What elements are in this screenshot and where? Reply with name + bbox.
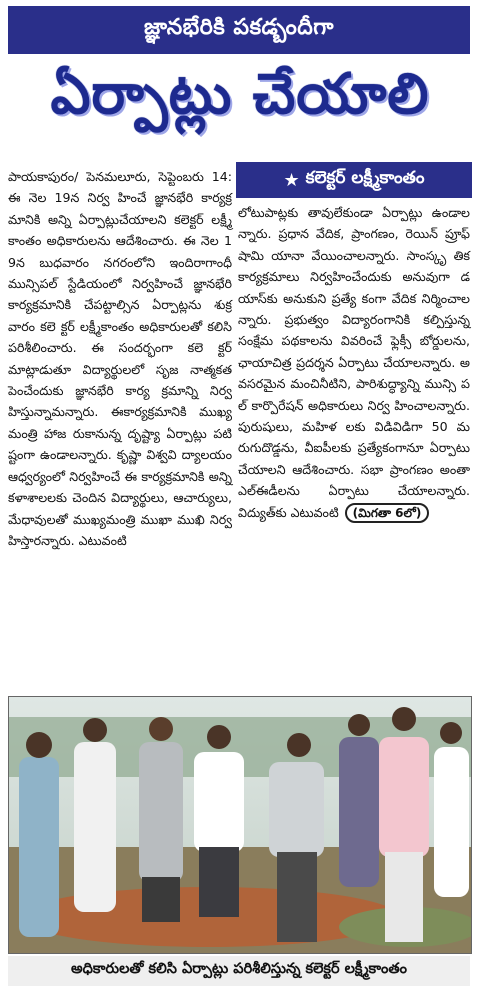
article-text-right — [238, 202, 470, 523]
kicker-text: జ్ఞానభేరికి పకడ్బందీగా — [143, 15, 335, 40]
article-text-right-body: లోటుపాట్లకు తావులేకుండా ఏర్పాట్లు ఉండాలన్నారు. ప్రధాన వేదిక, ప్రాంగణం, రెయిన్ ప్రూఫ్ షామి యానా వేయించాలన్నారు. సాంస్కృ తిక కార్యక్రమాలు నిర్వహించేందుకు అనువుగా డయాస్‌కు అనుకుని ప్రత్యే కంగా వేదిక నిర్మించాలన్నారు. ప్రభుత్వం విద్యారంగానికి కల్పిస్తున్న సంక్షేమ పథకాలను వివరించే ఫ్లెక్సీ బోర్డులను, ఛాయాచిత్ర ప్రదర్శన ఏర్పాటు చేయాలన్నారు. అవసరమైన మంచినీటిని, పారిశుద్ధ్యాన్ని మున్సి పల్ కార్పొరేషన్ అధికారులు నిర్వ హించాలన్నారు. పురుషులు, మహిళ లకు విడివిడిగా 50 మరుగుదొడ్డను, వీఐపీలకు ప్రత్యేకంగానూ ఏర్పాటు చేయాలని ఆదేశించారు. సభా ప్రాంగణం అంతా ఎల్ఈడీలను ఏర్పాటు చేయాలన్నారు. విద్యుత్‌కు ఎటువంటి — [238, 205, 470, 520]
photo-caption — [8, 956, 470, 986]
headline: ఏర్పాట్లు చేయాలి — [50, 61, 430, 127]
byline-banner — [236, 162, 472, 198]
article-text-left: పాయకాపురం/ పెనమలూరు, సెప్టెంబరు 14: ఈ నెల 19న నిర్వ హించే జ్ఞానభేరి కార్యక్రమానికి అన్ని ఏర్పాట్లుచేయాలని కలెక్టర్ లక్ష్మీ కాంతం అధికారులను ఆదేశించారు. ఈ నెల 19న బుధవారం నగరంలోని ఇందిరాగాంధీ మున్సిపల్ స్టేడియంలో నిర్వహించే జ్ఞానభేరి కార్యక్రమానికి చేపట్టాల్సిన ఏర్పాట్లను శుక్రవారం కలె క్టర్ లక్ష్మీకాంతం అధికారులతో కలిసి పరిశీలించారు. ఈ సందర్భంగా కలె క్టర్ మాట్లాడుతూ విద్యార్థులలో సృజ నాత్మకత పెంచేందుకు జ్ఞానభేరి కార్య క్రమాన్ని నిర్వహిస్తున్నామన్నారు. ఈకార్యక్రమానికి ముఖ్యమంత్రి హాజ రుకానున్న దృష్ట్యా ఏర్పాట్లు పటి ష్టంగా ఉండాలన్నారు. కృష్ణా విశ్వవి ద్యాలయం ఆధ్వర్యంలో నిర్వహించే ఈ కార్యక్రమానికి అన్ని కళాశాలలకు చెందిన విద్యార్థులు, ఆచార్యులు, మేధావులతో ముఖ్యమంత్రి ముఖా ముఖి నిర్వహిస్తారన్నారు. ఎటువంటి — [8, 169, 232, 548]
article-column-left — [8, 166, 232, 551]
star-icon: ★ — [283, 169, 300, 191]
byline-text: కలెక్టర్ లక్ష్మీకాంతం — [305, 168, 425, 188]
kicker-banner — [8, 6, 470, 54]
photo-illustration — [9, 697, 471, 953]
photo-caption-text: అధికారులతో కలిసి ఏర్పాట్లు పరిశీలిస్తున్న కలెక్టర్ లక్ష్మీకాంతం — [71, 961, 407, 977]
article-column-right — [238, 202, 470, 523]
continued-marker: (మిగతా 6లో) — [345, 503, 430, 523]
news-photo — [8, 696, 472, 954]
